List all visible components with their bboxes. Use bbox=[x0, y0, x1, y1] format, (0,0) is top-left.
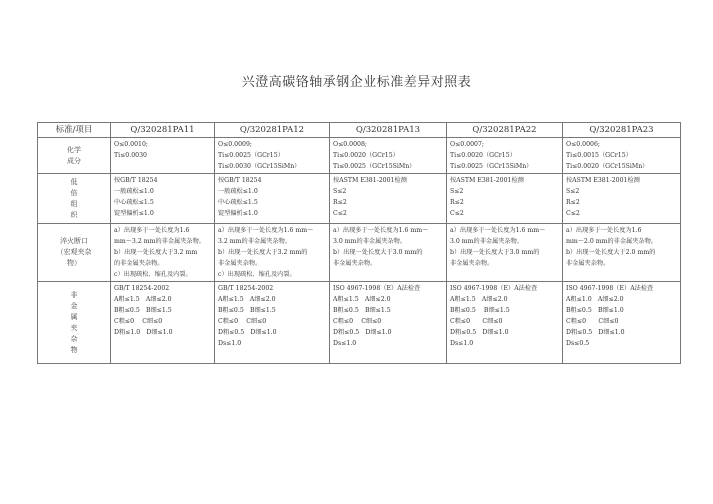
header-cell-item: 标准/项目 bbox=[38, 123, 111, 138]
cell-line: B粗≤0.5 B细≤1.0 bbox=[566, 307, 624, 314]
row-label-line: 夹 bbox=[70, 323, 78, 332]
table-cell bbox=[215, 174, 330, 224]
table-cell bbox=[215, 282, 330, 364]
header-cell-pa22: Q/320281PA22 bbox=[447, 123, 563, 138]
cell-line: R≤2 bbox=[450, 199, 464, 206]
cell-line: O≤0.0007; bbox=[450, 141, 484, 148]
row-label-line: 织 bbox=[70, 210, 78, 219]
cell-line: ISO 4967-1998（E）A法检查 bbox=[333, 285, 421, 292]
row-label bbox=[38, 138, 111, 174]
row-label bbox=[38, 174, 111, 224]
table-cell bbox=[330, 282, 447, 364]
cell-line: b）出现一处长度大于3.0 mm的 bbox=[333, 249, 423, 256]
cell-line: ISO 4967-1998（E）A法检查 bbox=[450, 285, 538, 292]
cell-line: A粗≤1.5 A细≤2.0 bbox=[218, 296, 276, 303]
cell-line: B粗≤0.5 B细≤1.5 bbox=[450, 307, 510, 314]
cell-line: R≤2 bbox=[333, 199, 347, 206]
table-cell bbox=[447, 282, 563, 364]
table-cell bbox=[447, 138, 563, 174]
row-label-line: 属 bbox=[70, 312, 78, 321]
page-title: 兴澄高碳铬轴承钢企业标准差异对照表 bbox=[241, 75, 472, 90]
cell-line: 按ASTM E381-2001检测 bbox=[450, 177, 524, 184]
cell-line: 3.2 mm的非金属夹杂物。 bbox=[218, 238, 292, 245]
table-cell bbox=[563, 138, 681, 174]
cell-line: 一般疏松≤1.0 bbox=[114, 188, 154, 195]
cell-line: 按ASTM E381-2001检测 bbox=[566, 177, 640, 184]
cell-line: A粗≤1.5 A细≤2.0 bbox=[333, 296, 391, 303]
cell-line: 按GB/T 18254 bbox=[114, 177, 158, 184]
cell-line: b）出现一处长度大于3.2 mm的 bbox=[218, 249, 308, 256]
cell-line: Ds≤1.0 bbox=[450, 340, 474, 347]
cell-line: 中心疏松≤1.5 bbox=[114, 199, 154, 206]
cell-line: A粗≤1.5 A细≤2.0 bbox=[450, 296, 508, 303]
cell-line: 的非金属夹杂物。 bbox=[114, 260, 164, 267]
cell-line: O≤0.0006; bbox=[566, 141, 600, 148]
cell-line: D粗≤0.5 D细≤1.0 bbox=[450, 329, 509, 336]
cell-line: C粗≤0 C细≤0 bbox=[333, 318, 382, 325]
cell-line: Ti≤0.0025（GCr15） bbox=[218, 152, 284, 159]
cell-line: 3.0 mm的非金属夹杂物。 bbox=[450, 238, 524, 245]
table-cell bbox=[330, 138, 447, 174]
row-label-line: 金 bbox=[70, 301, 78, 310]
table-cell bbox=[563, 282, 681, 364]
row-label bbox=[38, 282, 111, 364]
cell-line: C粗≤0 C细≤0 bbox=[218, 318, 267, 325]
cell-line: B粗≤0.5 B细≤1.5 bbox=[333, 307, 391, 314]
cell-line: D粗≤1.0 D细≤1.0 bbox=[114, 329, 173, 336]
cell-line: b）出现一处长度大于3.2 mm bbox=[114, 249, 198, 256]
cell-line: mm～3.2 mm的非金属夹杂物。 bbox=[114, 238, 205, 245]
table-cell bbox=[111, 282, 215, 364]
cell-line: a）出现多于一处长度为1.6 mm～ bbox=[333, 227, 429, 234]
cell-line: 锭型偏析≤1.0 bbox=[218, 210, 258, 217]
header-cell-pa11: Q/320281PA11 bbox=[111, 123, 215, 138]
cell-line: 中心疏松≤1.5 bbox=[218, 199, 258, 206]
table-header-row bbox=[38, 123, 681, 138]
cell-line: Ti≤0.0020（GCr15） bbox=[333, 152, 399, 159]
macrostructure-row bbox=[38, 174, 681, 224]
cell-line: O≤0.0009; bbox=[218, 141, 252, 148]
cell-line: b）出现一处长度大于3.0 mm的 bbox=[450, 249, 540, 256]
cell-line: Ds≤0.5 bbox=[566, 340, 590, 347]
cell-line: 非金属夹杂物。 bbox=[218, 260, 262, 267]
header-cell-pa13: Q/320281PA13 bbox=[330, 123, 447, 138]
row-label-line: 倍 bbox=[70, 188, 78, 197]
row-label-line: 非 bbox=[70, 290, 78, 299]
row-label-line: 杂 bbox=[70, 334, 78, 343]
table-cell bbox=[563, 224, 681, 282]
cell-line: b）出现一处长度大于2.0 mm的 bbox=[566, 249, 656, 256]
cell-line: S≤2 bbox=[566, 188, 580, 195]
cell-line: GB/T 18254-2002 bbox=[114, 285, 170, 292]
cell-line: GB/T 18254-2002 bbox=[218, 285, 274, 292]
cell-line: C粗≤0 C细≤0 bbox=[566, 318, 619, 325]
table-cell bbox=[215, 224, 330, 282]
cell-line: 非金属夹杂物。 bbox=[566, 260, 610, 267]
header-cell-pa23: Q/320281PA23 bbox=[563, 123, 681, 138]
table-cell bbox=[563, 174, 681, 224]
cell-line: a）出现多于一处长度为1.6 mm～ bbox=[218, 227, 314, 234]
row-label-line: 组 bbox=[70, 199, 78, 208]
cell-line: A粗≤1.0 A细≤2.0 bbox=[566, 296, 624, 303]
cell-line: C≤2 bbox=[333, 210, 347, 217]
cell-line: c）出现疏松、缩孔及内裂。 bbox=[114, 271, 192, 278]
table-cell bbox=[330, 174, 447, 224]
table-cell bbox=[447, 174, 563, 224]
row-label bbox=[38, 224, 111, 282]
cell-line: 非金属夹杂物。 bbox=[333, 260, 377, 267]
cell-line: 锭型偏析≤1.0 bbox=[114, 210, 154, 217]
cell-line: a）出现多于一处长度为1.6 bbox=[114, 227, 190, 234]
cell-line: Ti≤0.0020（GCr15SiMn） bbox=[566, 163, 649, 170]
table-cell bbox=[111, 224, 215, 282]
cell-line: Ti≤0.0030（GCr15SiMn） bbox=[218, 163, 301, 170]
row-label-line: 淬火断口 bbox=[60, 237, 88, 245]
cell-line: mm～2.0 mm的非金属夹杂物。 bbox=[566, 238, 657, 245]
chemical-composition-row bbox=[38, 138, 681, 174]
nonmetallic-inclusion-row bbox=[38, 282, 681, 364]
cell-line: c）出现疏松、缩孔及内裂。 bbox=[218, 271, 296, 278]
table-cell bbox=[215, 138, 330, 174]
cell-line: C粗≤0 C细≤0 bbox=[114, 318, 163, 325]
cell-line: Ti≤0.0020（GCr15） bbox=[450, 152, 516, 159]
cell-line: 按GB/T 18254 bbox=[218, 177, 262, 184]
cell-line: S≤2 bbox=[450, 188, 464, 195]
row-label-line: （宏观夹杂 bbox=[56, 248, 92, 256]
cell-line: Ti≤0.0015（GCr15） bbox=[566, 152, 632, 159]
cell-line: Ds≤1.0 bbox=[218, 340, 242, 347]
cell-line: 按ASTM E381-2001检测 bbox=[333, 177, 407, 184]
cell-line: C粗≤0 C细≤0 bbox=[450, 318, 503, 325]
cell-line: 一般疏松≤1.0 bbox=[218, 188, 258, 195]
cell-line: D粗≤0.5 D细≤1.0 bbox=[218, 329, 277, 336]
cell-line: A粗≤1.5 A细≤2.0 bbox=[114, 296, 172, 303]
comparison-table bbox=[37, 122, 681, 364]
row-label-line: 物） bbox=[67, 259, 81, 267]
cell-line: 非金属夹杂物。 bbox=[450, 260, 494, 267]
cell-line: C≤2 bbox=[450, 210, 464, 217]
table-cell bbox=[111, 174, 215, 224]
cell-line: D粗≤0.5 D细≤1.0 bbox=[333, 329, 392, 336]
row-label-line: 成分 bbox=[67, 156, 81, 165]
cell-line: Ti≤0.0025（GCr15SiMn） bbox=[333, 163, 416, 170]
row-label-line: 化学 bbox=[67, 145, 81, 154]
cell-line: S≤2 bbox=[333, 188, 347, 195]
cell-line: Ti≤0.0030 bbox=[114, 152, 147, 159]
cell-line: Ti≤0.0025（GCr15SiMn） bbox=[450, 163, 533, 170]
cell-line: Ds≤1.0 bbox=[333, 340, 357, 347]
row-label-line: 物 bbox=[70, 345, 78, 354]
cell-line: C≤2 bbox=[566, 210, 580, 217]
table-cell bbox=[447, 224, 563, 282]
table-cell bbox=[111, 138, 215, 174]
cell-line: 3.0 mm的非金属夹杂物。 bbox=[333, 238, 407, 245]
cell-line: R≤2 bbox=[566, 199, 580, 206]
cell-line: B粗≤0.5 B细≤1.5 bbox=[114, 307, 172, 314]
cell-line: O≤0.0008; bbox=[333, 141, 367, 148]
cell-line: ISO 4967-1998（E）A法检查 bbox=[566, 285, 654, 292]
table-cell bbox=[330, 224, 447, 282]
cell-line: a）出现多于一处长度为1.6 mm～ bbox=[450, 227, 546, 234]
row-label-line: 低 bbox=[70, 177, 78, 186]
cell-line: a）出现多于一处长度为1.6 bbox=[566, 227, 642, 234]
cell-line: O≤0.0010; bbox=[114, 141, 148, 148]
fracture-inclusion-row bbox=[38, 224, 681, 282]
cell-line: B粗≤0.5 B细≤1.5 bbox=[218, 307, 276, 314]
cell-line: D粗≤0.5 D细≤1.0 bbox=[566, 329, 625, 336]
header-cell-pa12: Q/320281PA12 bbox=[215, 123, 330, 138]
